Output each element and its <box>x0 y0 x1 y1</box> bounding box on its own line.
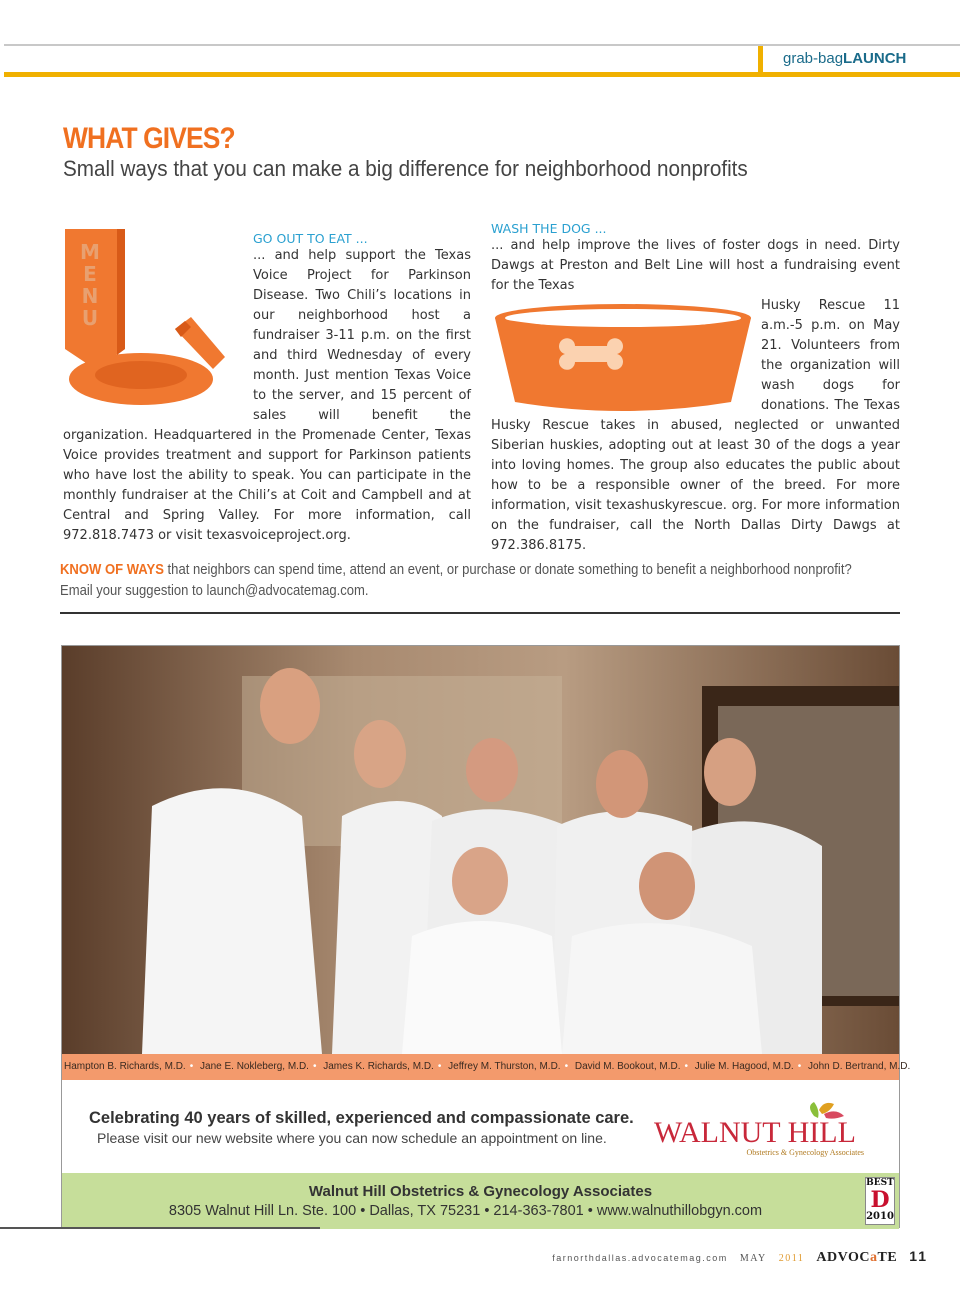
section-label-light: grab-bag <box>783 50 844 67</box>
doctor-name: David M. Bookout, M.D. <box>574 1061 681 1072</box>
menu-art-letter: N <box>81 284 99 308</box>
bottom-rule <box>0 1227 320 1229</box>
page-number: 11 <box>909 1248 928 1264</box>
page-footer <box>552 1248 928 1266</box>
left-article-heading: GO OUT TO EAT ... <box>253 231 368 246</box>
right-article-heading: WASH THE DOG ... <box>491 221 607 236</box>
practice-name: Walnut Hill Obstetrics & Gynecology Associates <box>308 1183 653 1200</box>
page-subtitle: Small ways that you can make a big difference for neighborhood nonprofits <box>63 156 748 181</box>
badge-year: 2010 <box>866 1211 894 1222</box>
ad-subline: Please visit our new website where you can now schedule an appointment on line. <box>97 1130 607 1146</box>
page-title: WHAT GIVES? <box>63 122 235 155</box>
doctor-name: Jeffrey M. Thurston, M.D. <box>448 1061 561 1072</box>
right-article <box>491 221 900 556</box>
menu-art-letter: U <box>81 306 99 330</box>
practice-address: 8305 Walnut Hill Ln. Ste. 100 • Dallas, TX 75231 • 214-363-7801 • www.walnuthillobgyn.com <box>168 1203 763 1219</box>
walnut-hill-advertisement <box>61 645 911 1228</box>
doctors-group-photo <box>62 646 899 1054</box>
ad-footer-band <box>62 1173 899 1229</box>
section-divider <box>60 612 900 614</box>
doctor-name: Hampton B. Richards, M.D. <box>64 1061 186 1072</box>
footer-month: MAY <box>739 1253 767 1264</box>
right-article-intro: ... and help improve the lives of foster dogs in need. Dirty Dawgs at Preston and Belt Line will host a fundraising event for the Texas <box>491 238 900 293</box>
brand-part: ADVOC <box>816 1250 870 1265</box>
footer-year: 2011 <box>778 1253 805 1264</box>
walnut-hill-logo <box>654 1100 874 1158</box>
right-article-body: Husky Rescue 11 a.m.-5 p.m. on May 21. Volunteers from the organization will wash dogs for donations. The Texas Husky Rescue takes in abused, neglected or unwanted Siberian huskies, adopting out at least 30 of the dogs a year into loving homes. The group also educates the public about how to be a responsible owner of the breed. For more information, visit texashuskyrescue. org. For more information on the fundraiser, call the North Dallas Dirty Dawgs at 972.386.8175. <box>491 298 900 553</box>
best-d-badge <box>865 1177 895 1225</box>
brand-part: TE <box>877 1250 898 1265</box>
badge-letter: D <box>870 1187 890 1213</box>
header-accent-bar <box>4 72 960 77</box>
left-article <box>63 229 471 546</box>
dog-bowl-illustration <box>491 298 759 416</box>
footer-site: farnorthdallas.advocatemag.com <box>552 1253 728 1263</box>
left-article-body: ... and help support the Texas Voice Project for Parkinson Disease. Two Chili’s locations in our neighborhood host a fundraiser 3-11 p.m. on the first and third Wednesday of every month. Just mention Texas Voice to the server, and 15 percent of sales will benefit the organization. Headquartered in the Promenade Center, Texas Voice provides treatment and support for Parkinson patients who have lost the ability to speak. You can participate in the monthly fundraiser at the Chili’s at Coit and Campbell and at Central and Spring Valley. For more information, call 972.818.7473 or visit texasvoiceproject.org. <box>63 248 471 543</box>
brand-part: a <box>869 1250 878 1265</box>
section-label-bold: LAUNCH <box>843 50 907 67</box>
doctor-name: James K. Richards, M.D. <box>323 1061 434 1072</box>
doctor-name: John D. Bertrand, M.D. <box>808 1061 911 1072</box>
menu-art-letter: E <box>83 262 97 286</box>
menu-plate-illustration <box>63 229 253 407</box>
logo-tagline: Obstetrics & Gynecology Associates <box>746 1148 864 1157</box>
know-of-ways-line2: Email your suggestion to launch@advocatemag.com. <box>60 583 369 599</box>
doctor-name: Jane E. Nokleberg, M.D. <box>200 1061 309 1072</box>
ad-body <box>62 1080 899 1173</box>
know-of-ways <box>60 560 852 602</box>
know-of-ways-line1: that neighbors can spend time, attend an event, or purchase or donate something to benefit a neighborhood nonprofit? <box>163 562 852 578</box>
doctors-caption-bar: Hampton B. Richards, M.D. • Jane E. Nokleberg, M.D. • James K. Richards, M.D. • Jeffrey M. Thurston, M.D. • David M. Bookout, M.D. • Julie M. Hagood, M.D. • John D. Bertrand, M.D. <box>62 1054 899 1080</box>
badge-top: BEST <box>866 1178 894 1188</box>
know-of-ways-lead: KNOW OF WAYS <box>60 562 164 578</box>
section-label <box>758 46 960 72</box>
logo-wordmark: WALNUT HILL <box>654 1116 856 1149</box>
ad-headline: Celebrating 40 years of skilled, experienced and compassionate care. <box>89 1109 634 1127</box>
menu-art-letter: M <box>80 240 100 264</box>
doctor-name: Julie M. Hagood, M.D. <box>694 1061 794 1072</box>
footer-brand <box>816 1250 897 1265</box>
